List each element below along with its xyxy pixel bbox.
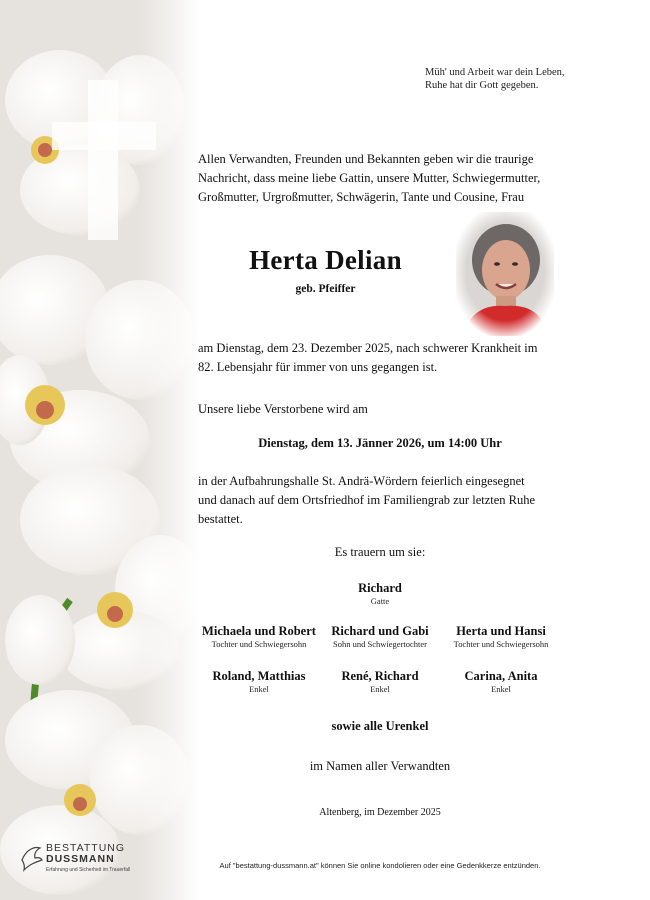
mourner-entry [313, 624, 447, 649]
logo-text: DUSSMANN [46, 853, 115, 865]
mourner-relation: Sohn und Schwiegertochter [333, 639, 427, 649]
intro-line: Allen Verwandten, Freunden und Bekannten geben wir die traurige [198, 152, 534, 166]
logo-text: BESTATTUNG [46, 842, 126, 854]
mourner-name: Herta und Hansi [456, 624, 546, 638]
footer-note: Auf "bestattung-dussmann.at" können Sie online kondolieren oder eine Gedenkkerze entzünden. [219, 861, 541, 870]
on-behalf-line: im Namen aller Verwandten [309, 759, 451, 773]
portrait-photo [456, 212, 554, 336]
funeral-paragraph [198, 472, 535, 529]
mourner-spouse [298, 581, 462, 606]
funeral-intro: Unsere liebe Verstorbene wird am [198, 402, 368, 416]
great-grandchildren: sowie alle Urenkel [331, 719, 429, 733]
mourner-name: Michaela und Robert [202, 624, 316, 638]
intro-line: Großmutter, Urgroßmutter, Schwägerin, Tante und Cousine, Frau [198, 190, 525, 204]
funeral-line: und danach auf dem Ortsfriedhof im Familiengrab zur letzten Ruhe [198, 493, 536, 507]
maiden-name: geb. Pfeiffer [295, 283, 356, 295]
mourner-name: Richard und Gabi [331, 624, 429, 638]
mourner-name: Richard [358, 581, 402, 595]
mourner-name: Roland, Matthias [212, 669, 306, 683]
mourner-relation: Tochter und Schwiegersohn [211, 639, 307, 649]
mourner-relation: Gatte [370, 596, 390, 606]
mourner-relation: Tochter und Schwiegersohn [453, 639, 549, 649]
mourner-relation: Enkel [249, 684, 269, 694]
mourner-entry [313, 669, 447, 694]
death-line: 82. Lebensjahr für immer von uns gegangen ist. [198, 360, 438, 374]
mourner-name: Carina, Anita [464, 669, 538, 683]
funeral-line: in der Aufbahrungshalle St. Andrä-Wördern feierlich eingesegnet [198, 474, 525, 488]
mourners-intro: Es trauern um sie: [334, 545, 426, 559]
mourner-entry [434, 624, 568, 649]
funeral-date: Dienstag, dem 13. Jänner 2026, um 14:00 Uhr [258, 436, 502, 450]
funeral-line: bestattet. [198, 512, 243, 526]
mourner-relation: Enkel [491, 684, 511, 694]
deceased-name: Herta Delian [249, 245, 402, 275]
funeral-home-logo [20, 840, 140, 880]
orchid-decoration [0, 0, 200, 900]
poem-line: Ruhe hat dir Gott gegeben. [425, 80, 539, 91]
intro-paragraph [198, 150, 540, 207]
dove-icon [20, 842, 44, 872]
poem-line: Müh' und Arbeit war dein Leben, [425, 67, 565, 78]
poem [425, 66, 565, 92]
mourner-entry [192, 624, 326, 649]
logo-tagline: Erfahrung und Sicherheit im Trauerfall [46, 867, 131, 873]
mourner-relation: Enkel [370, 684, 390, 694]
place-date: Altenberg, im Dezember 2025 [319, 807, 441, 818]
death-line: am Dienstag, dem 23. Dezember 2025, nach schwerer Krankheit im [198, 341, 538, 355]
mourner-entry [192, 669, 326, 694]
mourner-entry [434, 669, 568, 694]
mourner-name: René, Richard [341, 669, 419, 683]
death-paragraph [198, 339, 537, 377]
intro-line: Nachricht, dass meine liebe Gattin, unsere Mutter, Schwiegermutter, [198, 171, 541, 185]
